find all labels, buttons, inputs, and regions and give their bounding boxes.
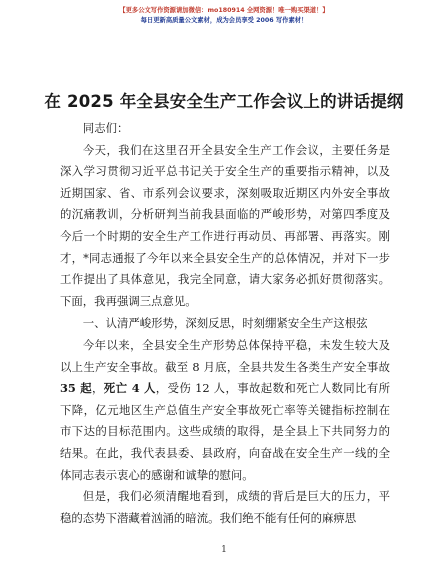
death-count: 死亡 4 人 — [103, 381, 156, 396]
section-text-3: ，受伤 12 人，事故起数和死亡人数同比有所下降，亿元地区生产总值生产安全事故死亡率等关键指标控制在市下达的目标范围内。这些成绩的取得，是全县上下共同努力的结果。在此，我代表县委、县政府，向奋战在安全生产一线的全体同志表示衷心的感谢和诚挚的慰问。 — [60, 381, 390, 482]
banner-line-1: 【更多公文写作资源请加微信：mo180914 全网资源！唯一购买渠道！】 — [119, 7, 329, 14]
accident-count: 35 起 — [60, 381, 92, 396]
closing-paragraph: 但是，我们必须清醒地看到，成绩的背后是巨大的压力，平稳的态势下潜藏着汹涌的暗流。我们绝不能有任何的麻痹思 — [60, 489, 390, 525]
page-number: 1 — [221, 545, 227, 555]
document-body — [60, 118, 390, 529]
section-text-2: ， — [92, 381, 104, 396]
intro-paragraph: 今天，我们在这里召开全县安全生产工作会议，主要任务是深入学习贯彻习近平总书记关于安全生产的重要指示精神，以及近期国家、省、市系列会议要求，深刻吸取近期区内外安全事故的沉痛教训，分析研判当前我县面临的严峻形势，对第四季度及今后一个时期的安全生产工作进行再动员、再部署、再落实。刚才，*同志通报了今年以来全县安全生产的总体情况，并对下一步工作提出了具体意见，我完全同意，请大家务必抓好贯彻落实。下面，我再强调三点意见。 — [60, 142, 390, 308]
banner-line-2: 每日更新高质量公文素材，成为会员享受 2006 写作素材！ — [140, 17, 308, 24]
section-paragraph — [60, 335, 390, 486]
document-title: 在 2025 年全县安全生产工作会议上的讲话提纲 — [44, 92, 404, 111]
section-text-1: 今年以来，全县安全生产形势总体保持平稳，未发生较大及以上生产安全事故。截至 8 月底，全县共发生各类生产安全事故 — [60, 337, 390, 374]
header-banner — [0, 6, 448, 26]
section-heading: 一、认清严峻形势，深刻反思，时刻绷紧安全生产这根弦 — [82, 316, 368, 331]
salutation: 同志们： — [82, 121, 129, 135]
